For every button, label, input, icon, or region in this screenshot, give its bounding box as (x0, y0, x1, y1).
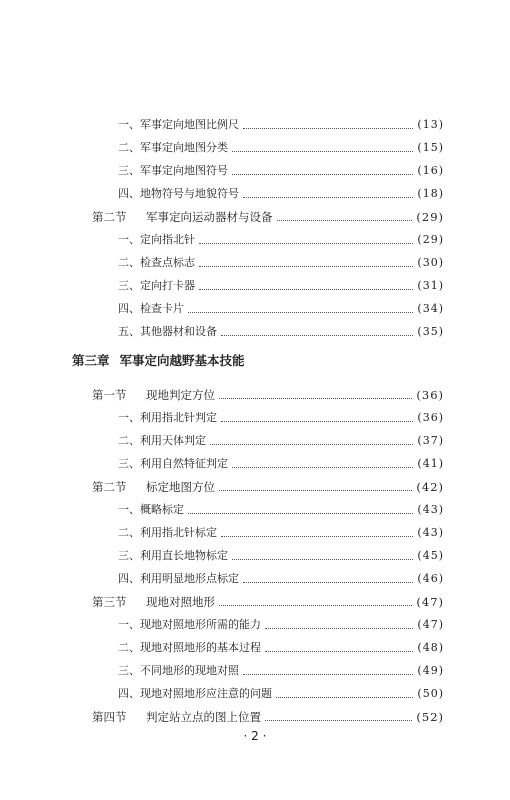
page-number: · 2 · (243, 729, 267, 743)
leader-dots (276, 696, 413, 698)
entry-page: (48) (417, 641, 444, 654)
leader-dots (210, 443, 413, 445)
entry-page: (36) (417, 411, 444, 424)
toc-entry-item (118, 616, 444, 634)
toc-entry-item (118, 162, 444, 180)
leader-dots (188, 311, 413, 313)
entry-title: 三、利用直长地物标定 (118, 549, 228, 562)
chapter-label: 第三章 (72, 353, 110, 368)
entry-page: (47) (416, 595, 444, 609)
leader-dots (243, 196, 413, 198)
toc-entry-item (118, 231, 444, 249)
toc-entry-item (118, 116, 444, 134)
toc-entry-item (118, 432, 444, 450)
entry-title: 现地判定方位 (146, 388, 215, 402)
entry-page: (30) (417, 256, 444, 269)
entry-title: 一、概略标定 (118, 503, 184, 516)
entry-page: (42) (416, 480, 444, 494)
entry-title: 四、检查卡片 (118, 302, 184, 315)
entry-page: (29) (417, 233, 444, 246)
entry-page: (16) (417, 164, 444, 177)
entry-title: 三、利用自然特征判定 (118, 457, 228, 470)
toc-entry-item (118, 455, 444, 473)
entry-page: (35) (417, 325, 444, 338)
entry-page: (34) (417, 302, 444, 315)
toc-entry-section (92, 708, 444, 726)
toc-entry-item (118, 524, 444, 542)
section-label: 第二节 (92, 480, 127, 494)
entry-page: (50) (417, 687, 444, 700)
entry-title: 四、现地对照地形应注意的问题 (118, 687, 272, 700)
entry-page: (18) (417, 187, 444, 200)
entry-title: 一、利用指北针判定 (118, 411, 217, 424)
toc-entry-item (118, 570, 444, 588)
entry-title: 三、军事定向地图符号 (118, 164, 228, 177)
toc-entry-item (118, 639, 444, 657)
entry-title: 二、现地对照地形的基本过程 (118, 641, 261, 654)
chapter-heading (72, 351, 245, 369)
entry-page: (13) (417, 118, 444, 131)
leader-dots (265, 627, 413, 629)
entry-title: 二、利用指北针标定 (118, 526, 217, 539)
toc-entry-item (118, 300, 444, 318)
entry-page: (37) (417, 434, 444, 447)
toc-entry-item (118, 139, 444, 157)
toc-entry-item (118, 254, 444, 272)
entry-page: (31) (417, 279, 444, 292)
entry-page: (29) (416, 210, 444, 224)
section-label: 第二节 (92, 210, 127, 224)
leader-dots (277, 219, 413, 221)
leader-dots (265, 650, 413, 652)
entry-title: 现地对照地形 (146, 595, 215, 609)
leader-dots (243, 127, 413, 129)
leader-dots (219, 489, 412, 491)
leader-dots (221, 535, 413, 537)
entry-page: (47) (417, 618, 444, 631)
toc-entry-item (118, 685, 444, 703)
leader-dots (188, 512, 413, 514)
leader-dots (219, 397, 412, 399)
entry-title: 一、军事定向地图比例尺 (118, 118, 239, 131)
entry-title: 三、不同地形的现地对照 (118, 664, 239, 677)
entry-title: 军事定向运动器材与设备 (146, 210, 273, 224)
leader-dots (232, 466, 413, 468)
toc-entry-section (92, 386, 444, 404)
leader-dots (243, 581, 413, 583)
toc-entry-item (118, 277, 444, 295)
leader-dots (199, 288, 413, 290)
toc-entry-item (118, 662, 444, 680)
toc-entry-item (118, 323, 444, 341)
entry-page: (15) (417, 141, 444, 154)
entry-title: 一、现地对照地形所需的能力 (118, 618, 261, 631)
entry-page: (46) (417, 572, 444, 585)
entry-page: (41) (417, 457, 444, 470)
entry-page: (45) (417, 549, 444, 562)
section-label: 第一节 (92, 388, 127, 402)
leader-dots (221, 420, 413, 422)
entry-title: 二、检查点标志 (118, 256, 195, 269)
entry-page: (36) (416, 388, 444, 402)
entry-title: 四、地物符号与地貌符号 (118, 187, 239, 200)
entry-title: 判定站立点的图上位置 (146, 710, 261, 724)
entry-page: (43) (417, 526, 444, 539)
leader-dots (232, 150, 413, 152)
entry-page: (52) (416, 710, 444, 724)
toc-entry-item (118, 409, 444, 427)
leader-dots (243, 673, 413, 675)
leader-dots (232, 558, 413, 560)
entry-page: (49) (417, 664, 444, 677)
entry-title: 一、定向指北针 (118, 233, 195, 246)
toc-entry-item (118, 501, 444, 519)
entry-title: 标定地图方位 (146, 480, 215, 494)
entry-title: 四、利用明显地形点标定 (118, 572, 239, 585)
leader-dots (219, 604, 412, 606)
leader-dots (199, 242, 413, 244)
section-label: 第三节 (92, 595, 127, 609)
entry-title: 三、定向打卡器 (118, 279, 195, 292)
toc-entry-item (118, 185, 444, 203)
leader-dots (232, 173, 413, 175)
leader-dots (199, 265, 413, 267)
section-label: 第四节 (92, 710, 127, 724)
entry-page: (43) (417, 503, 444, 516)
toc-entry-section (92, 478, 444, 496)
leader-dots (265, 719, 412, 721)
chapter-title: 军事定向越野基本技能 (119, 353, 245, 368)
toc-entry-section (92, 593, 444, 611)
leader-dots (221, 334, 413, 336)
entry-title: 二、利用天体判定 (118, 434, 206, 447)
entry-title: 五、其他器材和设备 (118, 325, 217, 338)
toc-entry-section (92, 208, 444, 226)
toc-entry-item (118, 547, 444, 565)
entry-title: 二、军事定向地图分类 (118, 141, 228, 154)
